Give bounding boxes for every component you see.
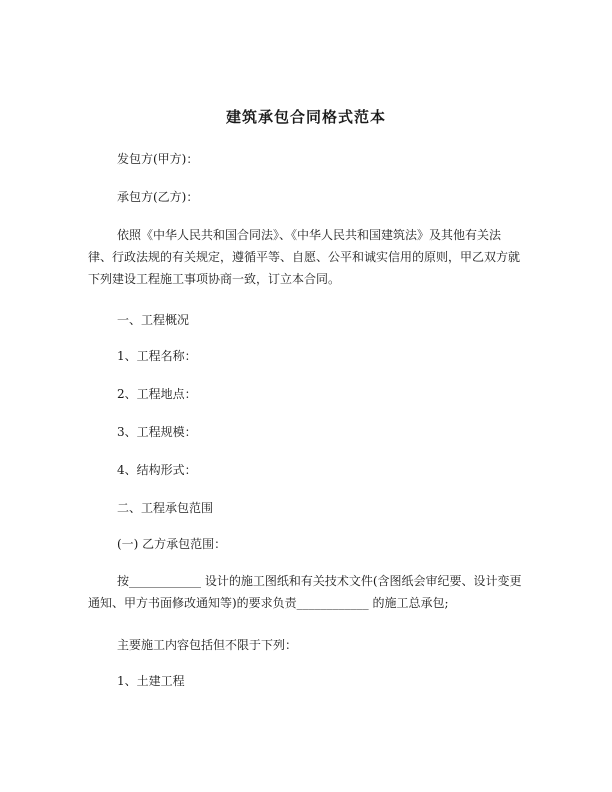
- section-2-heading: 二、工程承包范围: [117, 501, 214, 515]
- section-1-item-3: 3、工程规模：: [117, 425, 197, 439]
- scope-line-1: 按____________ 设计的施工图纸和有关技术文件(含图纸会审纪要、设计变更: [117, 574, 522, 588]
- party-b-line: 承包方(乙方)：: [117, 190, 199, 204]
- section-1-heading: 一、工程概况: [117, 313, 190, 327]
- main-content-line: 主要施工内容包括但不限于下列：: [117, 638, 298, 652]
- document-title: 建筑承包合同格式范本: [225, 108, 386, 126]
- work-item-1: 1、土建工程: [117, 674, 185, 688]
- section-1-item-4: 4、结构形式：: [117, 463, 197, 477]
- preamble-line-1: 依照《中华人民共和国合同法》、《中华人民共和国建筑法》及其他有关法: [117, 228, 502, 242]
- section-1-item-1: 1、工程名称：: [117, 349, 197, 363]
- party-a-line: 发包方(甲方)：: [117, 152, 199, 166]
- preamble-line-3: 下列建设工程施工事项协商一致，订立本合同。: [88, 272, 341, 286]
- section-2-sub-1: (一) 乙方承包范围：: [117, 537, 227, 551]
- section-1-item-2: 2、工程地点：: [117, 387, 197, 401]
- preamble-line-2: 律、行政法规的有关规定，遵循平等、自愿、公平和诚实信用的原则，甲乙双方就: [88, 250, 521, 264]
- scope-line-2: 通知、甲方书面修改通知等)的要求负责____________ 的施工总承包;: [88, 596, 449, 610]
